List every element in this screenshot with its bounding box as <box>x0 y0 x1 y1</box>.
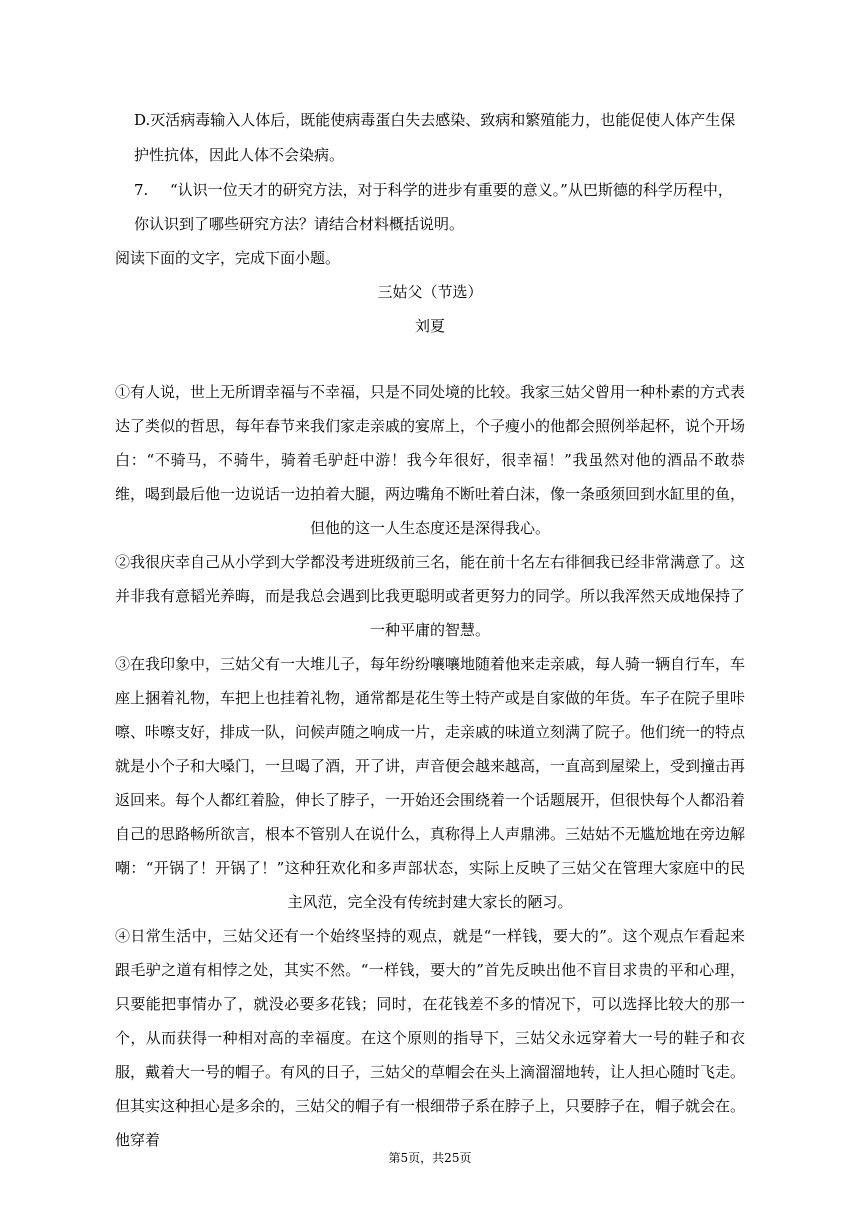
question-7-line-2: 你认识到了哪些研究方法？请结合材料概括说明。 <box>134 215 465 233</box>
passage-author: 刘夏 <box>414 317 445 335</box>
passage-paragraph-3: ③在我印象中，三姑父有一大堆儿子，每年纷纷嚷嚷地随着他来走亲戚，每人骑一辆自行车，车座上捆着礼物，车把上也挂着礼物，通常都是花生等土特产或是自家做的年货。车子在院子里咔嚓、咔嚓支好，排成一队，问候声随之响成一片，走亲戚的味道立刻满了院子。他们统一的特点就是小个子和大嗓门，一旦喝了酒，开了讲，声音便会越来越高，一直高到屋梁上，受到撞击再返回来。每个人都红着脸，伸长了脖子，一开始还会围绕着一个话题展开，但很快每个人都沿着自己的思路畅所欲言，根本不管别人在说什么，真称得上人声鼎沸。三姑姑不无尴尬地在旁边解嘲：“开锅了！开锅了！”这种狂欢化和多声部状态，实际上反映了三姑父在管理大家庭中的民主风范，完全没有传统封建大家长的陋习。 <box>115 655 746 911</box>
option-d-line-1: D.灭活病毒输入人体后，既能使病毒蛋白失去感染、致病和繁殖能力，也能促使人体产生保 <box>134 111 736 129</box>
option-d-line-2: 护性抗体，因此人体不会染病。 <box>134 146 345 164</box>
passage-paragraph-2: ②我很庆幸自己从小学到大学都没考进班级前三名，能在前十名左右徘徊我已经非常满意了。这并非我有意韬光养晦，而是我总会遇到比我更聪明或者更努力的同学。所以我浑然天成地保持了一种平庸的智慧。 <box>115 553 746 639</box>
question-7-line-1: “认识一位天才的研究方法，对于科学的进步有重要的意义。”从巴斯德的科学历程中， <box>170 181 733 199</box>
question-7-number: 7. <box>134 181 149 199</box>
reading-instruction: 阅读下面的文字，完成下面小题。 <box>115 249 341 267</box>
passage-title: 三姑父（节选） <box>377 283 483 301</box>
passage-paragraph-1: ①有人说，世上无所谓幸福与不幸福，只是不同处境的比较。我家三姑父曾用一种朴素的方式表达了类似的哲思，每年春节来我们家走亲戚的宴席上，个子瘦小的他都会照例举起杯，说个开场白：“不骑马，不骑牛，骑着毛驴赶中游！我今年很好，很幸福！”我虽然对他的酒品不敢恭维，喝到最后他一边说话一边拍着大腿，两边嘴角不断吐着白沫，像一条亟须回到水缸里的鱼，但他的这一人生态度还是深得我心。 <box>115 383 746 537</box>
page-footer: 第5页，共25页 <box>388 1151 472 1165</box>
passage-paragraph-4: ④日常生活中，三姑父还有一个始终坚持的观点，就是“一样钱，要大的”。这个观点乍看起来跟毛驴之道有相悖之处，其实不然。“一样钱，要大的”首先反映出他不盲目求贵的平和心理，只要能把事情办了，就没必要多花钱；同时，在花钱差不多的情况下，可以选择比较大的那一个，从而获得一种相对高的幸福度。在这个原则的指导下，三姑父永远穿着大一号的鞋子和衣服，戴着大一号的帽子。有风的日子，三姑父的草帽会在头上滴溜溜地转，让人担心随时飞走。但其实这种担心是多余的，三姑父的帽子有一根细带子系在脖子上，只要脖子在，帽子就会在。他穿着 <box>115 927 746 1149</box>
